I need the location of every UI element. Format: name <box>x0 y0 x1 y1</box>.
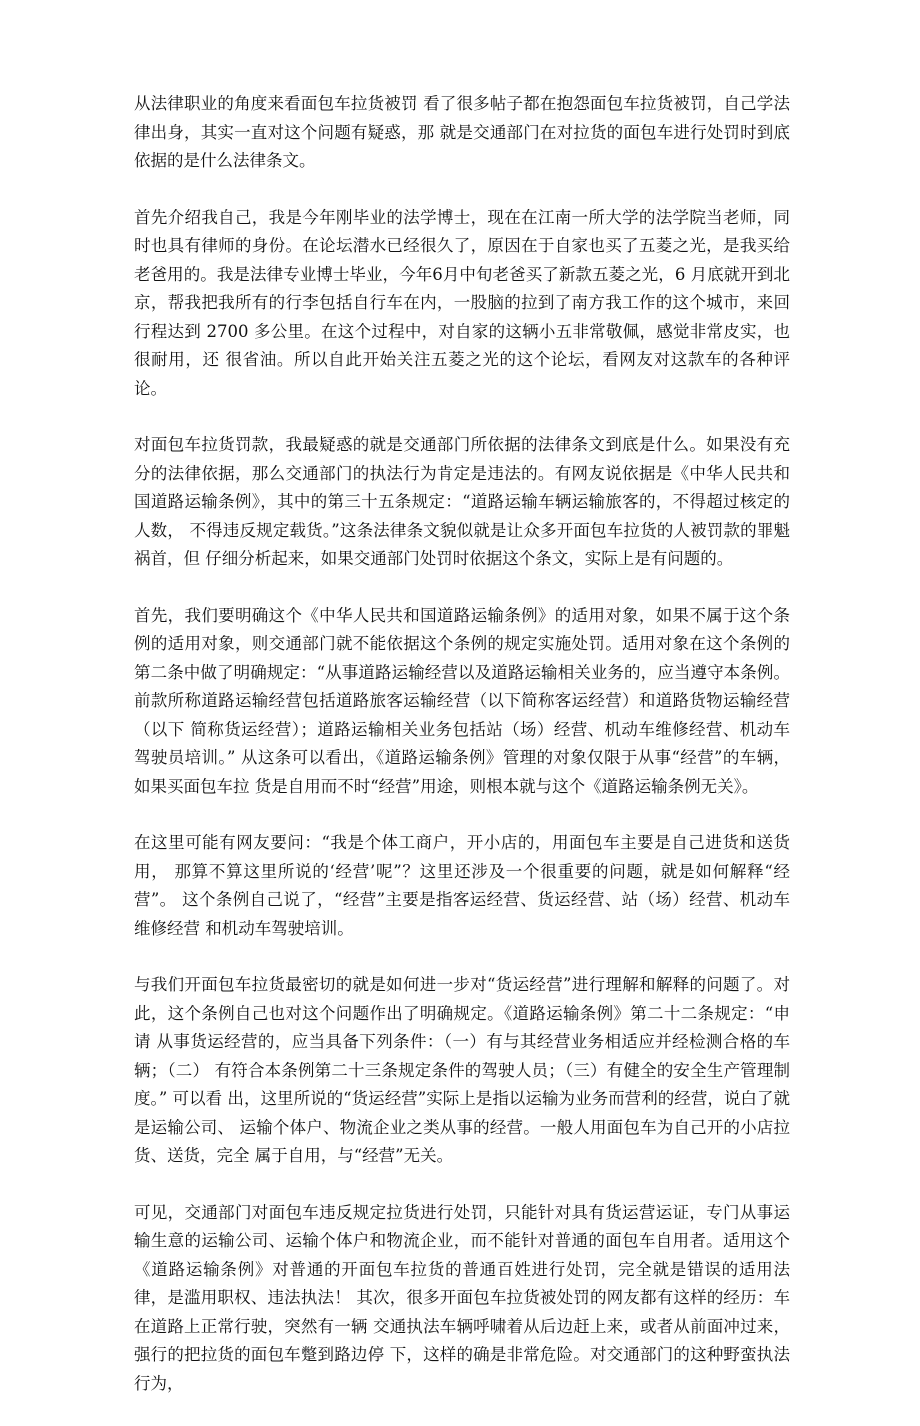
paragraph: 对面包车拉货罚款，我最疑惑的就是交通部门所依据的法律条文到底是什么。如果没有充分的法律依据，那么交通部门的执法行为肯定是违法的。有网友说依据是《中华人民共和国道路运输条例》，其中的第三十五条规定：“道路运输车辆运输旅客的，不得超过核定的人数， 不得违反规定载货。”这条法律条文貌似就是让众多开面包车拉货的人被罚款的罪魁祸首，但 仔细分析起来，如果交通部门处罚时依据这个条文，实际上是有问题的。 <box>134 435 790 568</box>
paragraph: 从法律职业的角度来看面包车拉货被罚 看了很多帖子都在抱怨面包车拉货被罚，自己学法律出身，其实一直对这个问题有疑惑，那 就是交通部门在对拉货的面包车进行处罚时到底依据的是什么法律条文。 <box>134 94 790 170</box>
paragraph: 首先介绍我自己，我是今年刚毕业的法学博士，现在在江南一所大学的法学院当老师，同时也具有律师的身份。在论坛潜水已经很久了，原因在于自家也买了五菱之光，是我买给老爸用的。我是法律专业博士毕业，今年6月中旬老爸买了新款五菱之光，6 月底就开到北京，帮我把我所有的行李包括自行车在内，一股脑的拉到了南方我工作的这个城市，来回行程达到 2700 多公里。在这个过程中，对自家的这辆小五非常敬佩，感觉非常皮实，也很耐用，还 很省油。所以自此开始关注五菱之光的这个论坛，看网友对这款车的各种评论。 <box>134 207 790 398</box>
document-body <box>134 90 790 1426</box>
paragraph: 在这里可能有网友要问：“我是个体工商户，开小店的，用面包车主要是自己进货和送货用， 那算不算这里所说的‘经营’呢”？这里还涉及一个很重要的问题，就是如何解释“经营”。 这个条例自己说了，“经营”主要是指客运经营、货运经营、站（场）经营、机动车维修经营 和机动车驾驶培训。 <box>134 833 790 938</box>
paragraph: 首先，我们要明确这个《中华人民共和国道路运输条例》的适用对象，如果不属于这个条例的适用对象，则交通部门就不能依据这个条例的规定实施处罚。适用对象在这个条例的第二条中做了明确规定：“从事道路运输经营以及道路运输相关业务的，应当遵守本条例。 前款所称道路运输经营包括道路旅客运输经营（以下简称客运经营）和道路货物运输经营（以下 简称货运经营）；道路运输相关业务包括站（场）经营、机动车维修经营、机动车驾驶员培训。” 从这条可以看出，《道路运输条例》管理的对象仅限于从事“经营”的车辆，如果买面包车拉 货是自用而不时“经营”用途，则根本就与这个《道路运输条例无关》。 <box>134 605 790 796</box>
paragraph: 可见，交通部门对面包车违反规定拉货进行处罚，只能针对具有货运营运证，专门从事运输生意的运输公司、运输个体户和物流企业，而不能针对普通的面包车自用者。适用这个《道路运输条例》对普通的开面包车拉货的普通百姓进行处罚，完全就是错误的适用法律，是滥用职权、违法执法！ 其次，很多开面包车拉货被处罚的网友都有这样的经历：车在道路上正常行驶，突然有一辆 交通执法车辆呼啸着从后边赶上来，或者从前面冲过来，强行的把拉货的面包车蹩到路边停 下，这样的确是非常危险。对交通部门的这种野蛮执法行为， <box>134 1202 790 1393</box>
paragraph: 与我们开面包车拉货最密切的就是如何进一步对“货运经营”进行理解和解释的问题了。对此，这个条例自己也对这个问题作出了明确规定。《道路运输条例》第二十二条规定：“申请 从事货运经营的，应当具备下列条件：（一）有与其经营业务相适应并经检测合格的车辆；（二） 有符合本条例第二十三条规定条件的驾驶人员；（三）有健全的安全生产管理制度。” 可以看 出，这里所说的“货运经营”实际上是指以运输为业务而营利的经营，说白了就是运输公司、 运输个体户、物流企业之类从事的经营。一般人用面包车为自己开的小店拉货、送货，完全 属于自用，与“经营”无关。 <box>134 975 790 1165</box>
